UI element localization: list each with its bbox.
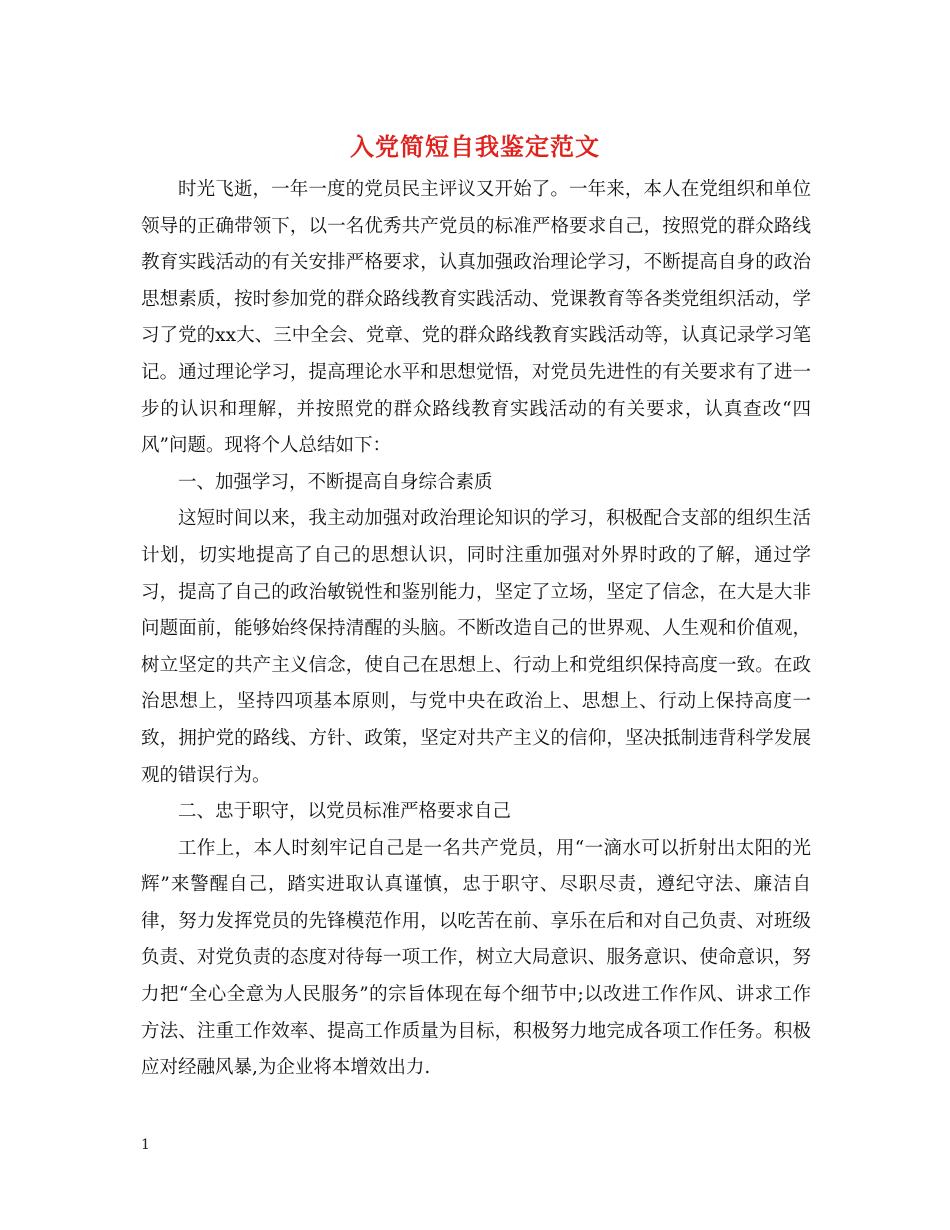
document-body <box>141 172 811 1087</box>
section-2-paragraph: 工作上，本人时刻牢记自己是一名共产党员，用“一滴水可以折射出太阳的光辉”来警醒自己，踏实进取认真谨慎，忠于职守、尽职尽责，遵纪守法、廉洁自律，努力发挥党员的先锋模范作用，以吃苦在前、享乐在后和对自己负责、对班级负责、对党负责的态度对待每一项工作，树立大局意识、服务意识、使命意识，努力把“全心全意为人民服务”的宗旨体现在每个细节中;以改进工作作风、讲求工作方法、注重工作效率、提高工作质量为目标，积极努力地完成各项工作任务。积极应对经融风暴,为企业将本增效出力. <box>141 837 811 1079</box>
intro-paragraph: 时光飞逝，一年一度的党员民主评议又开始了。一年来，本人在党组织和单位领导的正确带领下，以一名优秀共产党员的标准严格要求自己，按照党的群众路线教育实践活动的有关安排严格要求，认真加强政治理论学习，不断提高自身的政治思想素质，按时参加党的群众路线教育实践活动、党课教育等各类党组织活动，学习了党的xx大、三中全会、党章、党的群众路线教育实践活动等，认真记录学习笔记。通过理论学习，提高理论水平和思想觉悟，对党员先进性的有关要求有了进一步的认识和理解，并按照党的群众路线教育实践活动的有关要求，认真查改“四风”问题。现将个人总结如下： <box>141 179 811 457</box>
section-heading-1: 一、加强学习，不断提高自身综合素质 <box>178 471 493 493</box>
page-number: 1 <box>141 1137 150 1153</box>
section-1-paragraph: 这短时间以来，我主动加强对政治理论知识的学习，积极配合支部的组织生活计划，切实地提高了自己的思想认识，同时注重加强对外界时政的了解，通过学习，提高了自己的政治敏锐性和鉴别能力，坚定了立场，坚定了信念，在大是大非问题面前，能够始终保持清醒的头脑。不断改造自己的世界观、人生观和价值观，树立坚定的共产主义信念，使自己在思想上、行动上和党组织保持高度一致。在政治思想上，坚持四项基本原则，与党中央在政治上、思想上、行动上保持高度一致，拥护党的路线、方针、政策，坚定对共产主义的信仰，坚决抵制违背科学发展观的错误行为。 <box>141 508 811 786</box>
section-heading-2: 二、忠于职守，以党员标准严格要求自己 <box>178 801 512 823</box>
document-title: 入党简短自我鉴定范文 <box>350 132 600 161</box>
